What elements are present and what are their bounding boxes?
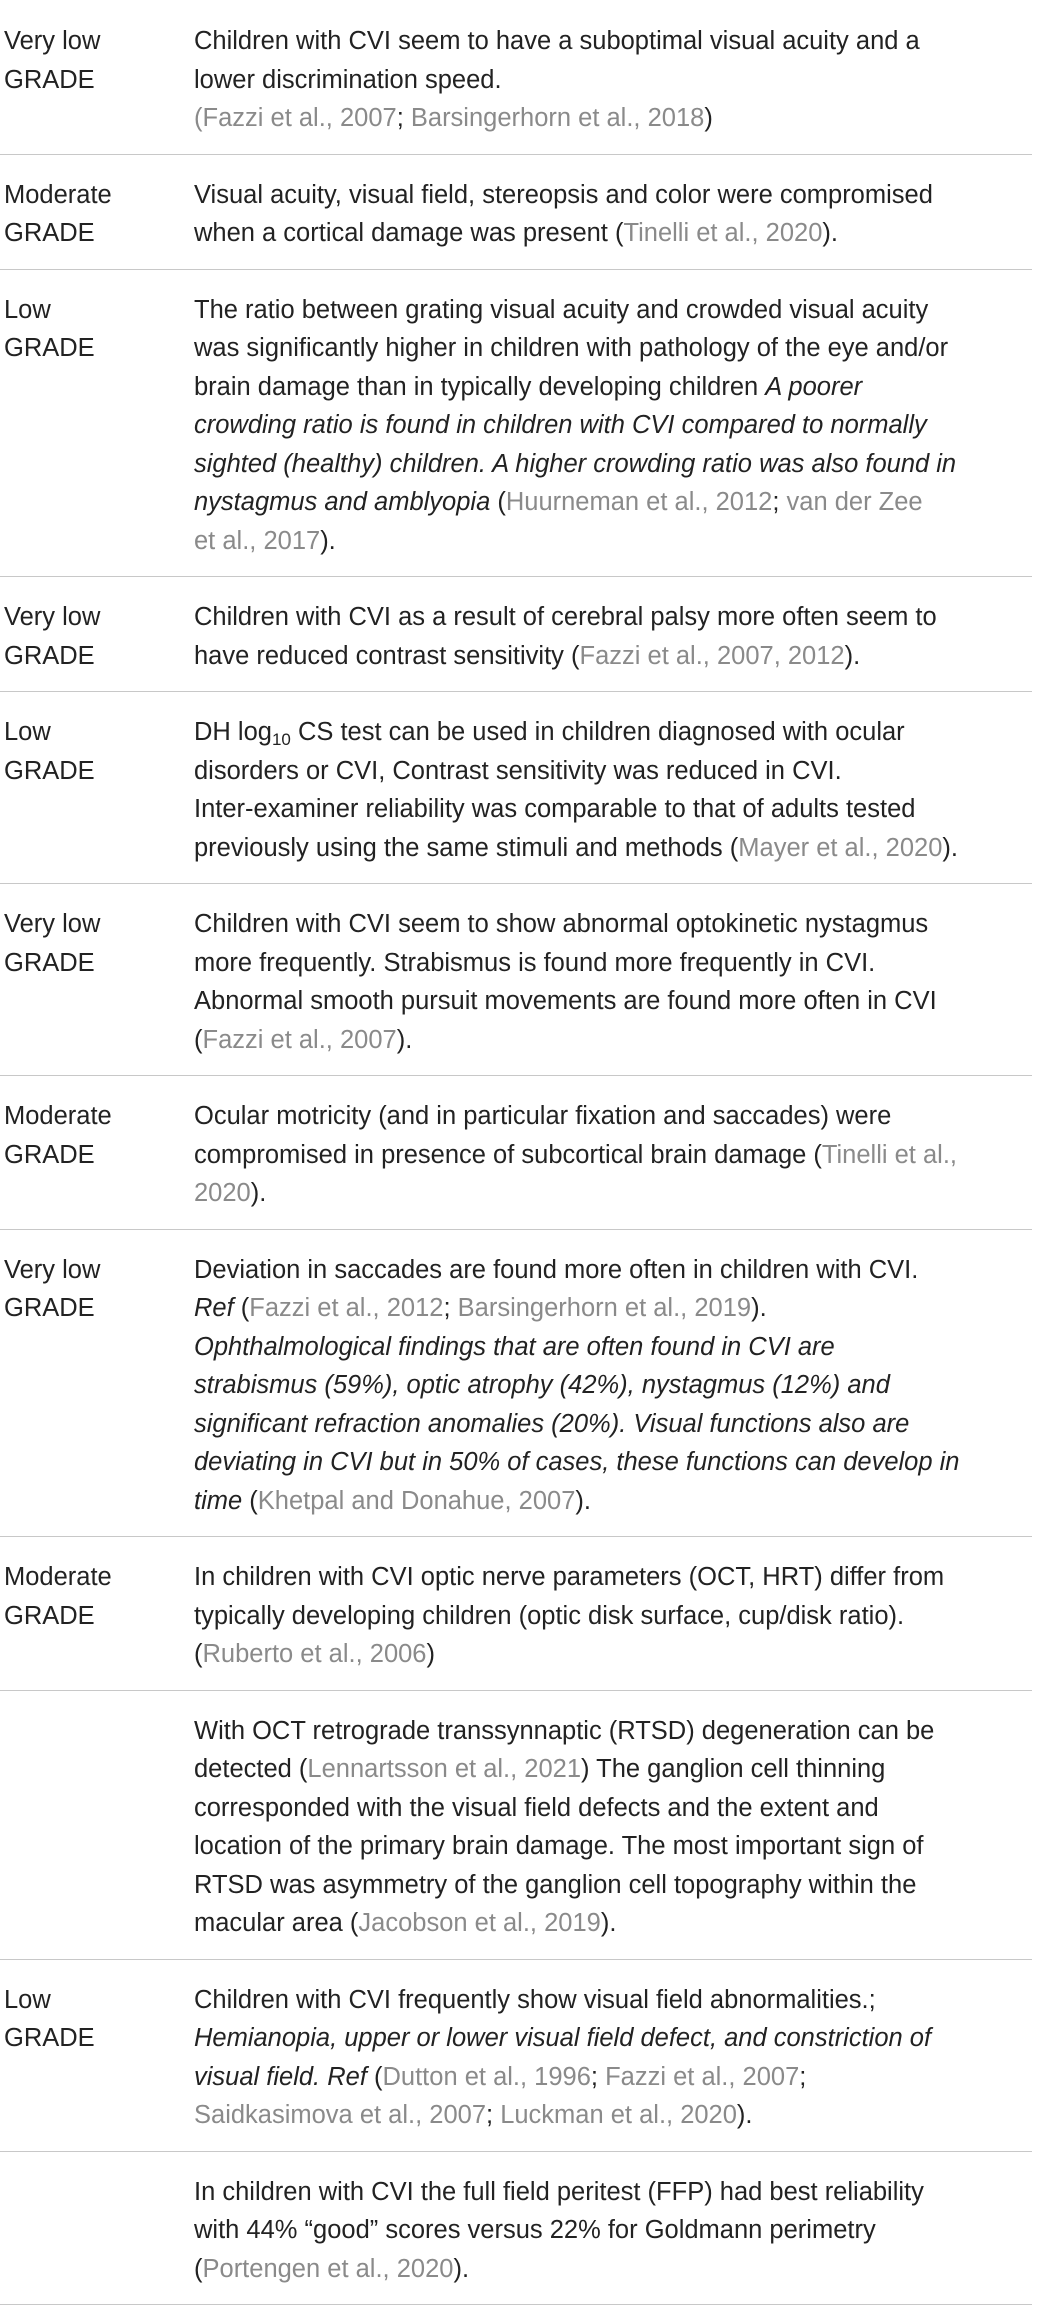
text-segment: In children with CVI the full field peritest (FFP) had best reliability — [194, 2178, 924, 2206]
grade-line: GRADE — [4, 944, 174, 983]
table-row — [0, 883, 1032, 1076]
text-segment: ) — [426, 1640, 435, 1668]
evidence-grade — [4, 1251, 174, 1328]
text-segment: CS test can be used in children diagnosed with ocular — [291, 718, 905, 746]
text-line — [194, 1174, 1034, 1213]
text-segment: Children with CVI seem to show abnormal optokinetic nystagmus — [194, 910, 928, 938]
table-row — [0, 691, 1032, 884]
italic-text: strabismus (59%), optic atrophy (42%), nystagmus (12%) and — [194, 1371, 890, 1399]
table-row — [0, 1959, 1032, 2152]
citation-link[interactable]: Lennartsson et al., 2021 — [307, 1755, 581, 1783]
evidence-grade — [4, 291, 174, 368]
italic-text: crowding ratio is found in children with CVI compared to normally — [194, 411, 927, 439]
text-segment: ; — [397, 104, 411, 132]
citation-link[interactable]: Portengen et al., 2020 — [203, 2255, 454, 2283]
grade-line: GRADE — [4, 1597, 174, 1636]
citation-link[interactable]: Barsingerhorn et al., 2019 — [458, 1294, 751, 1322]
citation-link[interactable]: Fazzi et al., 2007 — [605, 2063, 799, 2091]
text-line — [194, 1827, 1034, 1866]
table-row — [0, 1690, 1032, 1960]
text-line — [194, 22, 1034, 61]
text-segment: Children with CVI frequently show visual field abnormalities.; — [194, 1986, 876, 2014]
finding-text — [194, 1712, 1034, 1943]
citation-link[interactable]: Fazzi et al., 2012 — [249, 1294, 443, 1322]
italic-text: deviating in CVI but in 50% of cases, these functions can develop in — [194, 1448, 959, 1476]
text-segment: disorders or CVI, Contrast sensitivity was reduced in CVI. — [194, 757, 842, 785]
finding-text — [194, 176, 1034, 253]
citation-link[interactable]: Huurneman et al., 2012 — [506, 488, 773, 516]
text-line — [194, 1328, 1034, 1367]
citation-link[interactable]: Dutton et al., 1996 — [383, 2063, 591, 2091]
grade-line: Moderate — [4, 1558, 174, 1597]
italic-text: time — [194, 1487, 242, 1515]
text-line — [194, 2211, 1034, 2250]
text-segment: Children with CVI seem to have a suboptimal visual acuity and a — [194, 27, 920, 55]
text-segment: RTSD was asymmetry of the ganglion cell topography within the — [194, 1871, 916, 1899]
text-segment: typically developing children (optic disk surface, cup/disk ratio). — [194, 1602, 904, 1630]
text-segment: In children with CVI optic nerve parameters (OCT, HRT) differ from — [194, 1563, 944, 1591]
text-segment: ). — [737, 2101, 753, 2129]
citation-link[interactable]: Khetpal and Donahue, 2007 — [258, 1487, 576, 1515]
finding-text — [194, 713, 1034, 867]
text-line — [194, 752, 1034, 791]
text-segment: ; — [486, 2101, 500, 2129]
text-line — [194, 291, 1034, 330]
text-line — [194, 1405, 1034, 1444]
text-segment: ). — [575, 1487, 591, 1515]
citation-link[interactable]: Ruberto et al., 2006 — [203, 1640, 427, 1668]
grade-line: GRADE — [4, 752, 174, 791]
grade-line: Moderate — [4, 176, 174, 215]
text-line — [194, 1597, 1034, 1636]
text-segment: ( — [194, 1026, 203, 1054]
text-segment: ( — [234, 1294, 250, 1322]
text-line — [194, 1443, 1034, 1482]
text-line — [194, 1289, 1034, 1328]
evidence-grade — [4, 598, 174, 675]
table-row — [0, 154, 1032, 270]
finding-text — [194, 1097, 1034, 1213]
text-segment: when a cortical damage was present ( — [194, 219, 623, 247]
text-line — [194, 368, 1034, 407]
evidence-grade — [4, 1097, 174, 1174]
text-segment: ( — [490, 488, 506, 516]
grade-line: GRADE — [4, 637, 174, 676]
text-segment: lower discrimination speed. — [194, 66, 502, 94]
citation-link[interactable]: Tinelli et al., 2020 — [623, 219, 822, 247]
text-segment: With OCT retrograde transsynnaptic (RTSD) degeneration can be — [194, 1717, 934, 1745]
text-line — [194, 982, 1034, 1021]
finding-text — [194, 1981, 1034, 2135]
italic-text: nystagmus and amblyopia — [194, 488, 490, 516]
citation-link[interactable]: 2020 — [194, 1179, 251, 1207]
text-line — [194, 1097, 1034, 1136]
text-segment: brain damage than in typically developing children — [194, 373, 765, 401]
italic-text: Hemianopia, upper or lower visual field defect, and constriction of — [194, 2024, 931, 2052]
text-line — [194, 905, 1034, 944]
finding-text — [194, 22, 1034, 138]
text-segment: ( — [367, 2063, 383, 2091]
text-segment: was significantly higher in children with pathology of the eye and/or — [194, 334, 948, 362]
text-line — [194, 329, 1034, 368]
italic-text: A poorer — [765, 373, 862, 401]
evidence-grade — [4, 176, 174, 253]
text-segment: DH log — [194, 718, 272, 746]
text-line — [194, 1021, 1034, 1060]
evidence-grade — [4, 22, 174, 99]
text-line — [194, 2019, 1034, 2058]
citation-link[interactable]: Fazzi et al., 2007, 2012 — [580, 642, 845, 670]
text-line — [194, 483, 1034, 522]
citation-link[interactable]: Luckman et al., 2020 — [500, 2101, 737, 2129]
text-segment: ) The ganglion cell thinning — [581, 1755, 885, 1783]
text-line — [194, 1251, 1034, 1290]
text-line — [194, 2250, 1034, 2289]
italic-text: Ref — [194, 1294, 234, 1322]
text-line — [194, 1904, 1034, 1943]
grade-line: Moderate — [4, 1097, 174, 1136]
text-segment: Children with CVI as a result of cerebral palsy more often seem to — [194, 603, 937, 631]
text-line — [194, 598, 1034, 637]
text-segment: ). — [397, 1026, 413, 1054]
table-row — [0, 0, 1032, 155]
text-line — [194, 176, 1034, 215]
citation-link[interactable]: Mayer et al., 2020 — [738, 834, 942, 862]
table-row — [0, 269, 1032, 578]
text-segment: ) — [704, 104, 713, 132]
text-segment: corresponded with the visual field defects and the extent and — [194, 1794, 879, 1822]
text-segment: ( — [242, 1487, 258, 1515]
text-segment: location of the primary brain damage. The most important sign of — [194, 1832, 923, 1860]
text-line — [194, 2058, 1034, 2097]
finding-text — [194, 2173, 1034, 2289]
text-segment: Visual acuity, visual field, stereopsis and color were compromised — [194, 181, 933, 209]
text-line — [194, 99, 1034, 138]
citation-link[interactable]: Jacobson et al., 2019 — [358, 1909, 600, 1937]
table-row — [0, 1075, 1032, 1230]
text-segment: ). — [601, 1909, 617, 1937]
table-row — [0, 2151, 1032, 2305]
finding-text — [194, 1251, 1034, 1521]
text-segment: ( — [194, 1640, 203, 1668]
grade-line: Very low — [4, 1251, 174, 1290]
text-segment: ). — [251, 1179, 267, 1207]
grade-line: Very low — [4, 905, 174, 944]
text-segment: more frequently. Strabismus is found more frequently in CVI. — [194, 949, 875, 977]
text-segment: 10 — [272, 730, 291, 749]
citation-link[interactable]: Saidkasimova et al., 2007 — [194, 2101, 486, 2129]
text-line — [194, 1789, 1034, 1828]
text-segment: ( — [194, 2255, 203, 2283]
finding-text — [194, 1558, 1034, 1674]
text-line — [194, 944, 1034, 983]
text-segment: ). — [751, 1294, 767, 1322]
finding-text — [194, 905, 1034, 1059]
text-segment: macular area ( — [194, 1909, 358, 1937]
table-row — [0, 1229, 1032, 1538]
text-line — [194, 1866, 1034, 1905]
text-segment: Inter-examiner reliability was comparable to that of adults tested — [194, 795, 915, 823]
italic-text: sighted (healthy) children. A higher crowding ratio was also found in — [194, 450, 956, 478]
text-segment: Ocular motricity (and in particular fixation and saccades) were — [194, 1102, 891, 1130]
citation-link[interactable]: Barsingerhorn et al., 2018 — [411, 104, 704, 132]
text-segment: ). — [942, 834, 958, 862]
text-line — [194, 1136, 1034, 1175]
text-line — [194, 445, 1034, 484]
text-line — [194, 2173, 1034, 2212]
text-segment: ). — [320, 527, 336, 555]
table-row — [0, 576, 1032, 692]
grade-line: GRADE — [4, 61, 174, 100]
text-line — [194, 406, 1034, 445]
grade-line: Low — [4, 1981, 174, 2020]
table-row — [0, 1536, 1032, 1691]
grade-line: GRADE — [4, 1289, 174, 1328]
text-segment: with 44% “good” scores versus 22% for Goldmann perimetry — [194, 2216, 876, 2244]
text-line — [194, 637, 1034, 676]
grade-line: GRADE — [4, 2019, 174, 2058]
italic-text: Ophthalmological findings that are often found in CVI are — [194, 1333, 835, 1361]
text-segment: ; — [772, 488, 786, 516]
citation-link[interactable]: Fazzi et al., 2007 — [203, 1026, 397, 1054]
grade-line: GRADE — [4, 214, 174, 253]
text-segment: ; — [443, 1294, 457, 1322]
grade-line: Very low — [4, 22, 174, 61]
grade-line: Low — [4, 291, 174, 330]
grade-line: Low — [4, 713, 174, 752]
text-line — [194, 1558, 1034, 1597]
citation-link[interactable]: Fazzi et al., 2007 — [203, 104, 397, 132]
text-segment: Deviation in saccades are found more often in children with CVI. — [194, 1256, 918, 1284]
finding-text — [194, 291, 1034, 561]
evidence-grade — [4, 905, 174, 982]
text-segment: The ratio between grating visual acuity and crowded visual acuity — [194, 296, 928, 324]
text-segment: ). — [822, 219, 838, 247]
citation-link[interactable]: Tinelli et al., — [822, 1141, 957, 1169]
text-segment: have reduced contrast sensitivity ( — [194, 642, 580, 670]
citation-link[interactable]: ( — [194, 104, 203, 132]
text-line — [194, 713, 1034, 752]
finding-text — [194, 598, 1034, 675]
grade-line: GRADE — [4, 1136, 174, 1175]
text-segment: ). — [453, 2255, 469, 2283]
italic-text: visual field. Ref — [194, 2063, 367, 2091]
text-segment: Abnormal smooth pursuit movements are found more often in CVI — [194, 987, 937, 1015]
evidence-grade — [4, 713, 174, 790]
text-segment: detected ( — [194, 1755, 307, 1783]
text-line — [194, 790, 1034, 829]
citation-link[interactable]: van der Zee — [787, 488, 923, 516]
text-segment: ; — [591, 2063, 605, 2091]
text-segment: previously using the same stimuli and methods ( — [194, 834, 738, 862]
text-line — [194, 2096, 1034, 2135]
text-line — [194, 1981, 1034, 2020]
grade-line: Very low — [4, 598, 174, 637]
text-line — [194, 1635, 1034, 1674]
evidence-grade — [4, 1558, 174, 1635]
citation-link[interactable]: et al., 2017 — [194, 527, 320, 555]
grade-line: GRADE — [4, 329, 174, 368]
text-segment: ). — [845, 642, 861, 670]
text-line — [194, 829, 1034, 868]
text-segment: ; — [799, 2063, 806, 2091]
text-line — [194, 1712, 1034, 1751]
evidence-grade — [4, 1981, 174, 2058]
text-line — [194, 1750, 1034, 1789]
text-line — [194, 214, 1034, 253]
text-line — [194, 522, 1034, 561]
italic-text: significant refraction anomalies (20%). Visual functions also are — [194, 1410, 909, 1438]
text-line — [194, 1366, 1034, 1405]
text-line — [194, 61, 1034, 100]
text-line — [194, 1482, 1034, 1521]
text-segment: compromised in presence of subcortical brain damage ( — [194, 1141, 822, 1169]
